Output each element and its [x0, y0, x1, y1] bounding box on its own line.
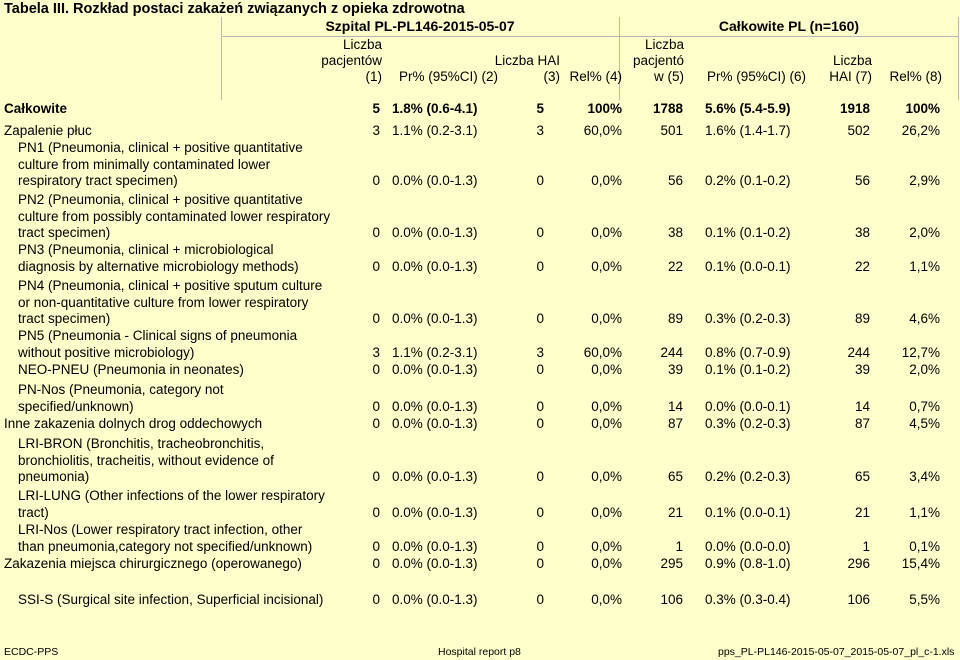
table-row: [0, 416, 960, 432]
cell-c5: 1788: [652, 101, 683, 116]
cell-c4: 0,0%: [591, 538, 622, 554]
cell-c7: 56: [854, 173, 870, 189]
cell-c6: 1.6% (1.4-1.7): [705, 123, 791, 138]
cell-c2: 1.1% (0.2-3.1): [392, 344, 478, 360]
table-row: [0, 278, 960, 294]
group-header-hospital: Szpital PL-PL146-2015-05-07: [325, 18, 515, 34]
cell-c6: 0.1% (0.1-0.2): [705, 225, 791, 241]
col-header-pr-95ci: Pr% (95%CI) (2): [398, 69, 498, 84]
cell-c5: 38: [667, 225, 683, 241]
cell-c8: 5,5%: [909, 592, 940, 607]
cell-c5: 65: [667, 469, 683, 485]
cell-c3: 0: [536, 469, 544, 485]
row-label: Zakazenia miejsca chirurgicznego (operowanego): [4, 556, 302, 571]
row-label: PN4 (Pneumonia, clinical + positive sputum culture: [18, 278, 323, 293]
cell-c7: 1: [862, 538, 870, 554]
cell-c2: 0.0% (0.0-1.3): [392, 258, 478, 274]
footer-left: ECDC-PPS: [4, 646, 59, 658]
cell-c4: 0,0%: [591, 225, 622, 241]
cell-c3: 0: [536, 592, 544, 607]
cell-c6: 0.2% (0.1-0.2): [705, 173, 791, 189]
cell-c7: 89: [854, 311, 870, 327]
cell-c8: 3,4%: [909, 469, 940, 485]
row-label: LRI-Nos (Lower respiratory tract infection, other: [18, 522, 303, 537]
table-row: [0, 192, 960, 208]
cell-c3: 0: [536, 173, 544, 189]
cell-c3: 0: [536, 398, 544, 414]
cell-c1: 0: [372, 592, 380, 607]
row-label: LRI-LUNG (Other infections of the lower respiratory: [18, 488, 325, 503]
cell-c2: 1.8% (0.6-4.1): [392, 101, 478, 116]
row-label: culture from minimally contaminated lower: [18, 156, 271, 172]
col-header-pr-95ci-pl: Pr% (95%CI) (6): [706, 69, 806, 84]
cell-c5: 39: [667, 362, 683, 377]
table-row-continuation: [0, 173, 960, 189]
cell-c1: 0: [372, 362, 380, 377]
cell-c3: 0: [536, 416, 544, 431]
cell-c8: 2,0%: [909, 225, 940, 241]
row-label: PN1 (Pneumonia, clinical + positive quantitative: [18, 140, 303, 155]
column-divider: [619, 17, 620, 100]
cell-c7: 39: [854, 362, 870, 377]
cell-c6: 0.8% (0.7-0.9): [705, 344, 791, 360]
cell-c8: 1,1%: [909, 258, 940, 274]
cell-c5: 89: [667, 311, 683, 327]
cell-c2: 0.0% (0.0-1.3): [392, 538, 478, 554]
cell-c5: 56: [667, 173, 683, 189]
col-header-liczba-hai: Liczba HAI (3): [494, 53, 560, 84]
row-label: PN3 (Pneumonia, clinical + microbiological: [18, 242, 274, 257]
cell-c5: 21: [667, 504, 683, 520]
row-label: LRI-BRON (Bronchitis, tracheobronchitis,: [18, 436, 265, 451]
cell-c5: 22: [667, 258, 683, 274]
cell-c4: 0,0%: [591, 469, 622, 485]
table-row-continuation: [0, 311, 960, 327]
table-row-continuation: [0, 505, 960, 521]
cell-c2: 1.1% (0.2-3.1): [392, 123, 478, 138]
table-row: [0, 362, 960, 378]
cell-c3: 0: [536, 258, 544, 274]
cell-c2: 0.0% (0.0-1.3): [392, 592, 478, 607]
cell-c4: 0,0%: [591, 362, 622, 377]
column-divider: [221, 17, 222, 100]
table-row-continuation: [0, 469, 960, 485]
table-row: [0, 382, 960, 398]
cell-c1: 0: [372, 258, 380, 274]
footer-center: Hospital report p8: [438, 646, 521, 658]
cell-c2: 0.0% (0.0-1.3): [392, 556, 478, 571]
cell-c2: 0.0% (0.0-1.3): [392, 225, 478, 241]
cell-c1: 3: [372, 123, 380, 138]
cell-c6: 0.0% (0.0-0.0): [705, 538, 791, 554]
cell-c3: 3: [536, 344, 544, 360]
cell-c7: 65: [854, 469, 870, 485]
row-label: tract specimen): [18, 225, 111, 241]
cell-c6: 5.6% (5.4-5.9): [705, 101, 791, 116]
row-label: SSI-S (Surgical site infection, Superficial incisional): [18, 592, 324, 607]
cell-c1: 5: [372, 101, 380, 116]
cell-c5: 87: [667, 416, 683, 431]
cell-c5: 106: [660, 592, 683, 607]
table-row: [0, 242, 960, 258]
cell-c4: 100%: [587, 101, 622, 116]
cell-c4: 60,0%: [583, 344, 622, 360]
row-label: tract specimen): [18, 311, 111, 327]
cell-c6: 0.1% (0.0-0.1): [705, 504, 791, 520]
cell-c6: 0.1% (0.1-0.2): [705, 362, 791, 377]
row-label: tract): [18, 504, 49, 520]
cell-c4: 0,0%: [591, 398, 622, 414]
table-row: [0, 556, 960, 572]
cell-c4: 0,0%: [591, 504, 622, 520]
cell-c1: 0: [372, 556, 380, 571]
cell-c3: 0: [536, 556, 544, 571]
table-row: [0, 592, 960, 608]
row-label: Zapalenie płuc: [4, 123, 92, 138]
cell-c2: 0.0% (0.0-1.3): [392, 362, 478, 377]
row-label: bronchiolitis, tracheitis, without evidence of: [18, 452, 274, 468]
col-header-liczba-pacjentow: Liczba pacjentów (1): [321, 37, 382, 84]
cell-c5: 244: [660, 344, 683, 360]
group-header-country: Całkowite PL (n=160): [718, 18, 860, 34]
table-row: [0, 328, 960, 344]
cell-c7: 21: [854, 504, 870, 520]
cell-c3: 0: [536, 504, 544, 520]
cell-c3: 3: [536, 123, 544, 138]
cell-c7: 22: [854, 258, 870, 274]
cell-c1: 0: [372, 504, 380, 520]
table-row: [0, 522, 960, 538]
cell-c8: 26,2%: [901, 123, 940, 138]
footer-right: pps_PL-PL146-2015-05-07_2015-05-07_pl_c-1.xls: [718, 646, 955, 658]
table-row: [0, 101, 960, 117]
cell-c1: 0: [372, 225, 380, 241]
cell-c6: 0.3% (0.2-0.3): [705, 416, 791, 431]
cell-c7: 14: [854, 398, 870, 414]
cell-c8: 15,4%: [901, 556, 940, 571]
row-label: Całkowite: [4, 101, 68, 116]
cell-c7: 244: [847, 344, 870, 360]
cell-c3: 0: [536, 362, 544, 377]
row-label: without positive microbiology): [18, 344, 195, 360]
row-label: than pneumonia,category not specified/unknown): [18, 538, 313, 554]
cell-c8: 0,1%: [909, 538, 940, 554]
cell-c2: 0.0% (0.0-1.3): [392, 469, 478, 485]
table-row: [0, 140, 960, 156]
table-title: Tabela III. Rozkład postaci zakażeń związanych z opieka zdrowotna: [4, 1, 465, 17]
table-row-continuation: [0, 539, 960, 555]
row-label: pneumonia): [18, 469, 90, 485]
cell-c2: 0.0% (0.0-1.3): [392, 398, 478, 414]
cell-c8: 12,7%: [901, 344, 940, 360]
cell-c8: 0,7%: [909, 398, 940, 414]
table-row: [0, 488, 960, 504]
row-label: PN2 (Pneumonia, clinical + positive quantitative: [18, 192, 303, 207]
table-row-continuation: [0, 209, 960, 225]
cell-c4: 0,0%: [591, 416, 622, 431]
cell-c2: 0.0% (0.0-1.3): [392, 504, 478, 520]
cell-c2: 0.0% (0.0-1.3): [392, 416, 478, 431]
table-row-continuation: [0, 157, 960, 173]
cell-c7: 502: [847, 123, 870, 138]
cell-c6: 0.9% (0.8-1.0): [705, 556, 791, 571]
table-row: [0, 436, 960, 452]
cell-c3: 5: [536, 101, 544, 116]
cell-c5: 14: [667, 398, 683, 414]
cell-c4: 60,0%: [583, 123, 622, 138]
col-header-rel: Rel% (4): [569, 69, 622, 84]
cell-c4: 0,0%: [591, 258, 622, 274]
cell-c8: 100%: [905, 101, 940, 116]
cell-c7: 87: [854, 416, 870, 431]
cell-c6: 0.3% (0.3-0.4): [705, 592, 791, 607]
cell-c6: 0.3% (0.2-0.3): [705, 311, 791, 327]
table-row-continuation: [0, 295, 960, 311]
table-row-continuation: [0, 453, 960, 469]
table-row-continuation: [0, 345, 960, 361]
cell-c7: 38: [854, 225, 870, 241]
cell-c6: 0.1% (0.0-0.1): [705, 258, 791, 274]
cell-c7: 1918: [839, 101, 870, 116]
table-row-continuation: [0, 399, 960, 415]
cell-c7: 106: [847, 592, 870, 607]
cell-c1: 0: [372, 416, 380, 431]
cell-c4: 0,0%: [591, 173, 622, 189]
table-row-continuation: [0, 225, 960, 241]
col-header-liczba-pacjentow-pl: Liczba pacjentó w (5): [632, 37, 684, 84]
table-row-continuation: [0, 259, 960, 275]
row-label: or non-quantitative culture from lower respiratory: [18, 294, 309, 310]
cell-c2: 0.0% (0.0-1.3): [392, 311, 478, 327]
row-label: PN5 (Pneumonia - Clinical signs of pneumonia: [18, 328, 298, 343]
cell-c1: 0: [372, 173, 380, 189]
cell-c5: 501: [660, 123, 683, 138]
cell-c8: 1,1%: [909, 504, 940, 520]
cell-c8: 4,6%: [909, 311, 940, 327]
cell-c1: 0: [372, 538, 380, 554]
cell-c5: 295: [660, 556, 683, 571]
row-label: culture from possibly contaminated lower respiratory: [18, 208, 331, 224]
cell-c8: 2,9%: [909, 173, 940, 189]
cell-c1: 0: [372, 469, 380, 485]
cell-c2: 0.0% (0.0-1.3): [392, 173, 478, 189]
cell-c1: 0: [372, 398, 380, 414]
column-divider: [958, 17, 959, 100]
cell-c3: 0: [536, 225, 544, 241]
cell-c3: 0: [536, 311, 544, 327]
row-label: diagnosis by alternative microbiology methods): [18, 258, 299, 274]
col-header-liczba-hai-pl: Liczba HAI (7): [829, 53, 872, 84]
cell-c5: 1: [675, 538, 683, 554]
cell-c4: 0,0%: [591, 311, 622, 327]
cell-c1: 0: [372, 311, 380, 327]
cell-c4: 0,0%: [591, 556, 622, 571]
cell-c8: 4,5%: [909, 416, 940, 431]
row-label: specified/unknown): [18, 398, 134, 414]
row-label: respiratory tract specimen): [18, 173, 178, 189]
cell-c6: 0.0% (0.0-0.1): [705, 398, 791, 414]
cell-c7: 296: [847, 556, 870, 571]
cell-c1: 3: [372, 344, 380, 360]
table-row: [0, 123, 960, 139]
col-header-rel-pl: Rel% (8): [889, 69, 942, 84]
row-label: NEO-PNEU (Pneumonia in neonates): [18, 362, 244, 377]
row-label: PN-Nos (Pneumonia, category not: [18, 382, 224, 397]
row-label: Inne zakazenia dolnych drog oddechowych: [4, 416, 263, 431]
cell-c6: 0.2% (0.2-0.3): [705, 469, 791, 485]
cell-c8: 2,0%: [909, 362, 940, 377]
cell-c3: 0: [536, 538, 544, 554]
cell-c4: 0,0%: [591, 592, 622, 607]
